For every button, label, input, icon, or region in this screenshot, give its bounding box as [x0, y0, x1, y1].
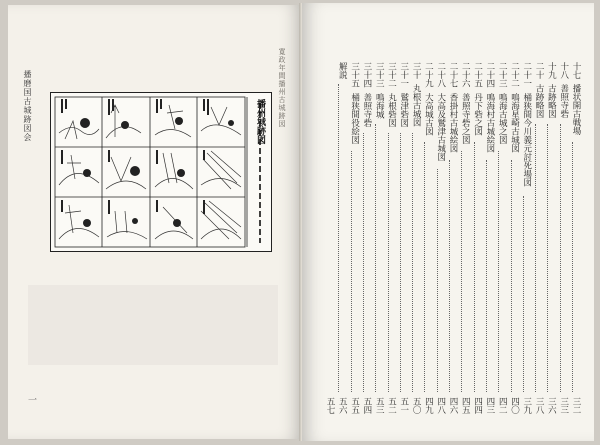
toc-entry-number: 三十四 [361, 62, 372, 88]
toc-entry[interactable] [320, 62, 334, 414]
toc-leader-dots [363, 133, 364, 392]
toc-entry-title: 解説 [337, 62, 348, 79]
toc-leader-dots [511, 160, 512, 392]
toc-entry-title: 丹下砦之図 [472, 93, 483, 136]
toc-entry-number: 二十三 [497, 62, 508, 88]
toc-entry-title: 善照寺砦 [558, 84, 569, 118]
toc-entry-title: 古跡略図 [546, 84, 557, 118]
toc-entry-page: 五七 [325, 397, 335, 414]
toc-entry-title: 大高及鷲津古城図 [435, 93, 446, 161]
toc-entry-title: 大高城古図 [423, 93, 434, 136]
toc-entry-page: 三三 [558, 397, 569, 414]
toc-entry-page: 五三 [374, 397, 385, 414]
toc-leader-dots [547, 124, 548, 392]
toc-entry-number: 十八 [558, 62, 569, 79]
toc-entry-page: 四九 [423, 397, 434, 414]
toc-entry-number: 二十一 [521, 62, 532, 88]
toc-entry-title: 古跡略図 [534, 84, 545, 118]
page-number: 一 [28, 396, 38, 406]
toc-leader-dots [461, 151, 462, 392]
toc-entry-number: 二十七 [448, 62, 458, 88]
toc-entry-title: 善照寺砦 [361, 93, 372, 127]
running-head: 播磨国古城跡図会 [23, 70, 32, 142]
toc-entry-page: 四六 [448, 397, 458, 414]
toc-entry-title: 桶狭間今川義元討死場図 [521, 93, 532, 187]
toc-entry-page: 四二 [497, 397, 508, 414]
toc-entry-title: 鳴海古城之図 [497, 93, 508, 144]
toc-leader-dots [498, 151, 499, 392]
toc-entry-page: 三二 [571, 397, 581, 414]
toc-entry-number: 三十三 [374, 62, 385, 88]
toc-entry-number: 二十 [534, 62, 545, 79]
woodblock-panels [51, 93, 271, 251]
toc-entry-title: 丸根砦図 [386, 93, 397, 127]
bleed-through-shadow [28, 285, 278, 365]
toc-leader-dots [437, 169, 438, 392]
toc-leader-dots [388, 133, 389, 392]
toc-leader-dots [486, 160, 487, 392]
toc-entry-title: 鳴海城 [374, 93, 385, 119]
toc-entry-title: 善照寺砦之図 [460, 93, 471, 144]
toc-entry-title: 播状開古戦場 [571, 84, 581, 135]
toc-entry-number: 十七 [571, 62, 581, 79]
toc-entry-number: 三十二 [386, 62, 397, 88]
woodblock-title: 播州城跡図 [255, 99, 265, 144]
toc-entry-title: 桶狭間役絵図 [349, 93, 360, 144]
toc-leader-dots [560, 124, 561, 392]
woodblock-illustration [50, 92, 272, 252]
toc-leader-dots [400, 133, 401, 392]
toc-entry-page: 四〇 [509, 397, 520, 414]
toc-leader-dots [338, 84, 339, 392]
toc-entry-number: 二十五 [472, 62, 483, 88]
toc-leader-dots [351, 151, 352, 392]
toc-entry-number: 三十一 [398, 62, 409, 88]
toc-entry-page: 五二 [386, 397, 397, 414]
toc-entry-page: 四三 [484, 397, 495, 414]
toc-leader-dots [375, 124, 376, 392]
toc-entry-number: 二十四 [484, 62, 495, 88]
toc-entry-number: 二十六 [460, 62, 471, 88]
toc-leader-dots [449, 160, 450, 392]
toc-entry-page: 五一 [398, 397, 409, 414]
toc-entry-page: 五四 [361, 397, 372, 414]
toc-leader-dots [412, 133, 413, 392]
plate-caption: 寛政年間播州古城跡図 [278, 48, 286, 128]
toc-entry-title: 鷲津砦図 [398, 93, 409, 127]
toc-entry-number: 二十八 [435, 62, 446, 88]
toc-entry[interactable] [332, 62, 346, 414]
toc-leader-dots [572, 142, 573, 392]
toc-leader-dots [424, 142, 425, 392]
toc-entry-title: 丸根古城図 [411, 84, 422, 127]
toc-entry-page: 四五 [460, 397, 471, 414]
toc-entry-page: 四四 [472, 397, 483, 414]
toc-entry-page: 五六 [337, 397, 348, 414]
toc-leader-dots [535, 124, 536, 392]
toc-entry-page: 四八 [435, 397, 446, 414]
toc-entry-number: 二十九 [423, 62, 434, 88]
toc-leader-dots [474, 142, 475, 392]
toc-entry-number: 二十二 [509, 62, 520, 88]
toc-entry-number: 三十 [411, 62, 422, 79]
toc-entry-number: 三十五 [349, 62, 360, 88]
toc-entry-title: 鳴海星崎古城図 [509, 93, 520, 153]
toc-entry-page: 三八 [534, 397, 545, 414]
toc-entry-title: 鳴海村古城絵図 [484, 93, 495, 153]
toc-entry-number: 十九 [546, 62, 557, 79]
toc-entry-page: 五〇 [411, 397, 422, 414]
toc-entry-page: 五五 [349, 397, 360, 414]
toc-entry-title: 香掛村古城絵図 [448, 93, 458, 153]
toc-leader-dots [523, 196, 524, 392]
toc-entry[interactable] [345, 62, 359, 414]
toc-entry-page: 三六 [546, 397, 557, 414]
toc-entry-page: 三九 [521, 397, 532, 414]
